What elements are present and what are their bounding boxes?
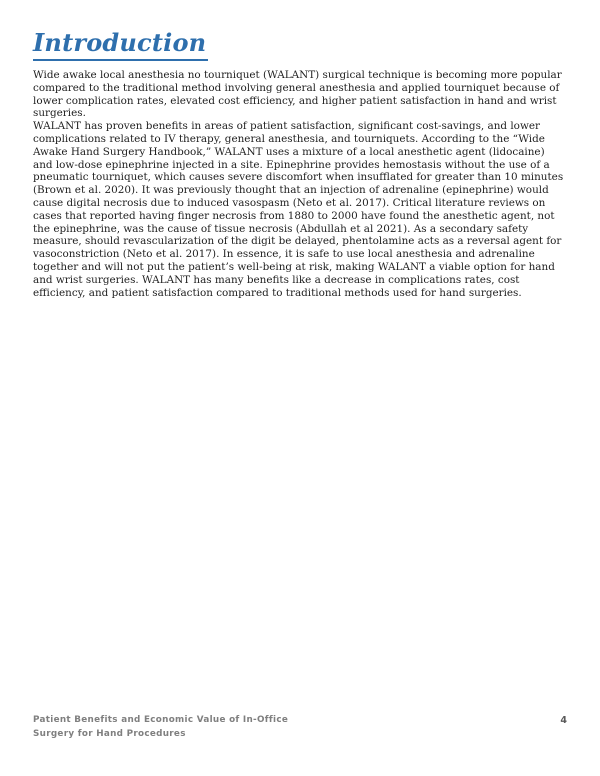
- paragraph-intro: Wide awake local anesthesia no tourniquet (WALANT) surgical technique is becoming more popular compared to the traditional method involving general anesthesia and applied tourniquet because of lower complication rates, elevated cost efficiency, and higher patient satisfaction in hand and wrist surgeries.: [33, 69, 562, 120]
- footer-document-title: [33, 714, 288, 741]
- document-body: [33, 69, 567, 299]
- page-title: [33, 29, 208, 61]
- footer-title-line-2: Surgery for Hand Procedures: [33, 728, 186, 739]
- footer-title-line-1: Patient Benefits and Economic Value of In-Office: [33, 715, 289, 725]
- page-title-text: Introduction: [33, 29, 208, 61]
- paragraph-walant-benefits: WALANT has proven benefits in areas of patient satisfaction, significant cost-savings, and lower complications related to IV therapy, general anesthesia, and tourniquets. According to the “Wide Awake Hand Surgery Handbook,” WALANT uses a mixture of a local anesthetic agent (lidocaine) and low-dose epinephrine injected in a site. Epinephrine provides hemostasis without the use of a pneumatic tourniquet, which causes severe discomfort when insufflated for greater than 10 minutes (Brown et al. 2020). It was previously thought that an injection of adrenaline (epinephrine) would cause digital necrosis due to induced vasospasm (Neto et al. 2017). Critical literature reviews on cases that reported having finger necrosis from 1880 to 2000 have found the anesthetic agent, not the epinephrine, was the cause of tissue necrosis (Abdullah et al 2021). As a secondary safety measure, should revascularization of the digit be delayed, phentolamine acts as a reversal agent for vasoconstriction (Neto et al. 2017). In essence, it is safe to use local anesthesia and adrenaline together and will not put the patient’s well-being at risk, making WALANT a viable option for hand and wrist surgeries. WALANT has many benefits like a decrease in complications rates, cost efficiency, and patient satisfaction compared to traditional methods used for hand surgeries.: [33, 120, 564, 299]
- page-number: 4: [560, 715, 567, 726]
- page-footer: [33, 714, 567, 741]
